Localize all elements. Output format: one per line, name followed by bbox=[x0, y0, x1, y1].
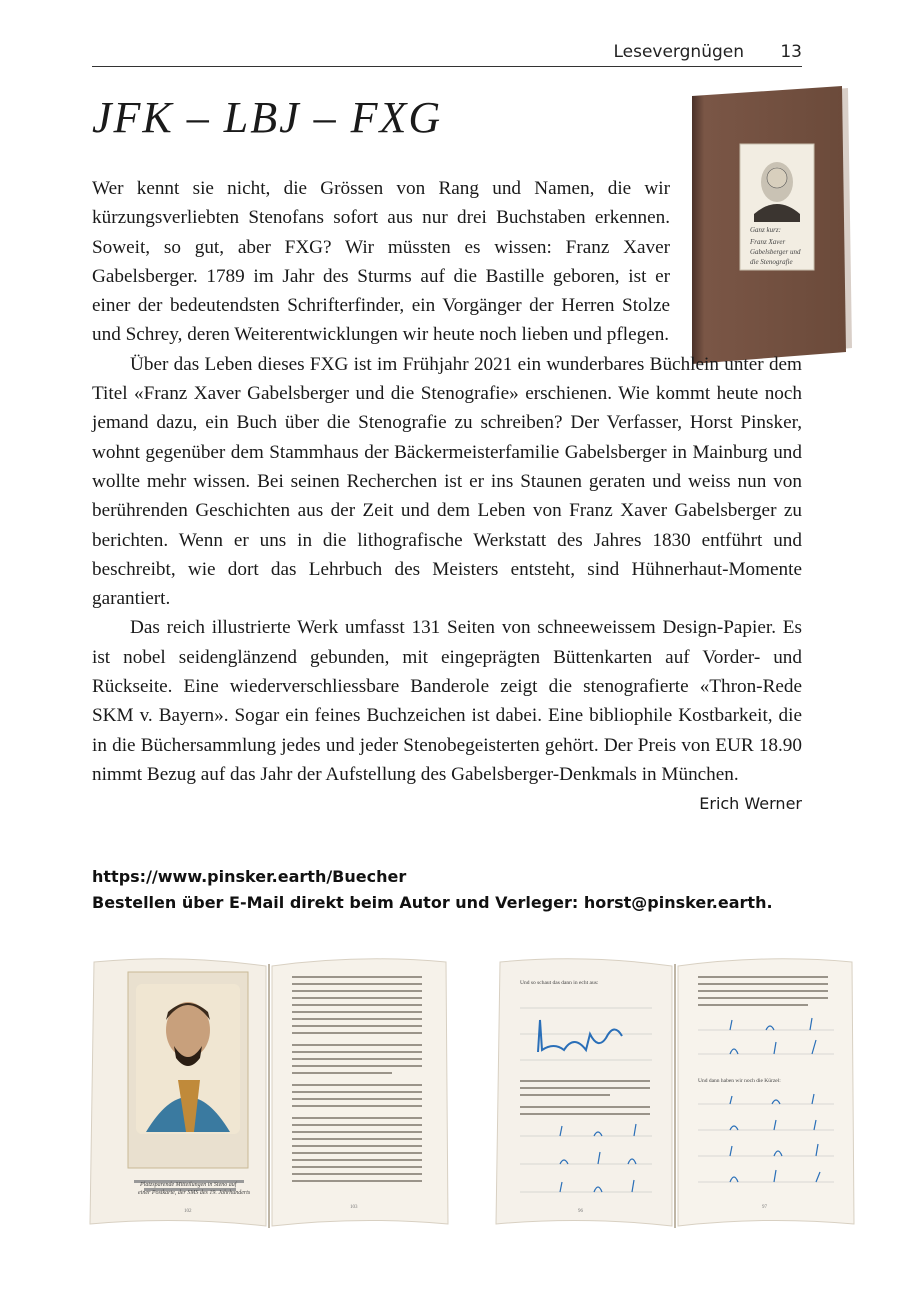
cover-line-4: die Stenografie bbox=[750, 258, 793, 266]
paragraph-3-text: Das reich illustrierte Werk umfasst 131 Seiten von schneeweissem Design-Papier. Es ist nobel seidenglänzend gebunden, mit eingeprägten Büttenkarten auf Vorder- und Rückseite. Eine wiederverschliessbare Banderole zeigt die stenografierte «Thron-Rede SKM v. Bayern». Sogar ein feines Buchzeichen ist dabei. Eine bibliophile Kostbarkeit, die in die Büchersammlung jedes und jeder Stenobegeisterten gehört. Der Preis von EUR 18.90 nimmt Bezug auf das Jahr der Aufstellung des Gabelsberger-Denkmals in München. bbox=[92, 617, 802, 785]
spread1-caption-2: einer Postkarte, der SMS des 19. Jahrhunderts bbox=[138, 1190, 251, 1196]
author-name: Erich Werner bbox=[699, 794, 802, 814]
article-body bbox=[92, 174, 802, 819]
paragraph-3 bbox=[92, 613, 802, 814]
book-spread-steno-image bbox=[494, 950, 856, 1232]
spread1-caption-1: Platzsparende Mitteilungen in Steno auf bbox=[140, 1182, 237, 1188]
spread2-page-left: 96 bbox=[578, 1209, 583, 1214]
spread2-heading: Und so schaut das dann in echt aus: bbox=[520, 980, 599, 986]
spread2-right-heading: Und dann haben wir noch die Kürzel: bbox=[698, 1078, 781, 1084]
article-title: JFK – LBJ – FXG bbox=[92, 93, 443, 142]
section-title: Lesevergnügen bbox=[613, 42, 744, 62]
page-number: 13 bbox=[780, 42, 802, 62]
cover-line-2: Franz Xaver bbox=[750, 238, 786, 246]
spread2-page-right: 97 bbox=[762, 1205, 767, 1210]
book-spread-portrait-image bbox=[88, 950, 450, 1232]
paragraph-2: Über das Leben dieses FXG ist im Frühjahr 2021 ein wunderbares Büchlein unter dem Titel «Franz Xaver Gabelsberger und die Stenografie» erschienen. Wie kommt heute noch jemand dazu, ein Buch über die Stenografie zu schreiben? Der Verfasser, Horst Pinsker, wohnt gegenüber dem Stammhaus der Bäckermeisterfamilie Gabelsberger in Mainburg und wollte mehr wissen. Bei seinen Recherchen ist er ins Staunen geraten und weiss nun von berührenden Geschichten aus der Zeit und dem Leben von Franz Xaver Gabelsberger zu berichten. Wenn er uns in die lithografische Werkstatt des Jahres 1830 entführt und beschreibt, wie dort das Lehrbuch des Meisters entsteht, sind Hühnerhaut-Momente garantiert. bbox=[92, 353, 802, 610]
spread1-page-left: 102 bbox=[184, 1209, 192, 1214]
book-url-link[interactable]: https://www.pinsker.earth/Buecher bbox=[92, 867, 407, 886]
page-header bbox=[92, 38, 802, 67]
cover-line-1: Ganz kurz: bbox=[750, 226, 781, 234]
order-note: Bestellen über E-Mail direkt beim Autor und Verleger: horst@pinsker.earth. bbox=[92, 893, 773, 912]
cover-line-3: Gabelsberger und bbox=[750, 248, 801, 256]
order-info bbox=[92, 864, 773, 916]
paragraph-1: Wer kennt sie nicht, die Grössen von Rang und Namen, die wir kürzungsverliebten Stenofans sofort aus nur drei Buchstaben erkennen. Soweit, so gut, aber FXG? Wir müssten es wissen: Franz Xaver Gabelsberger. 1789 im Jahr des Sturms auf die Bastille geboren, ist er einer der bedeutendsten Schrifterfinder, ein Vorgänger der Herren Stolze und Schrey, deren Weiterentwicklungen wir heute noch lieben und pflegen. bbox=[92, 178, 670, 346]
spread1-page-right: 103 bbox=[350, 1205, 358, 1210]
